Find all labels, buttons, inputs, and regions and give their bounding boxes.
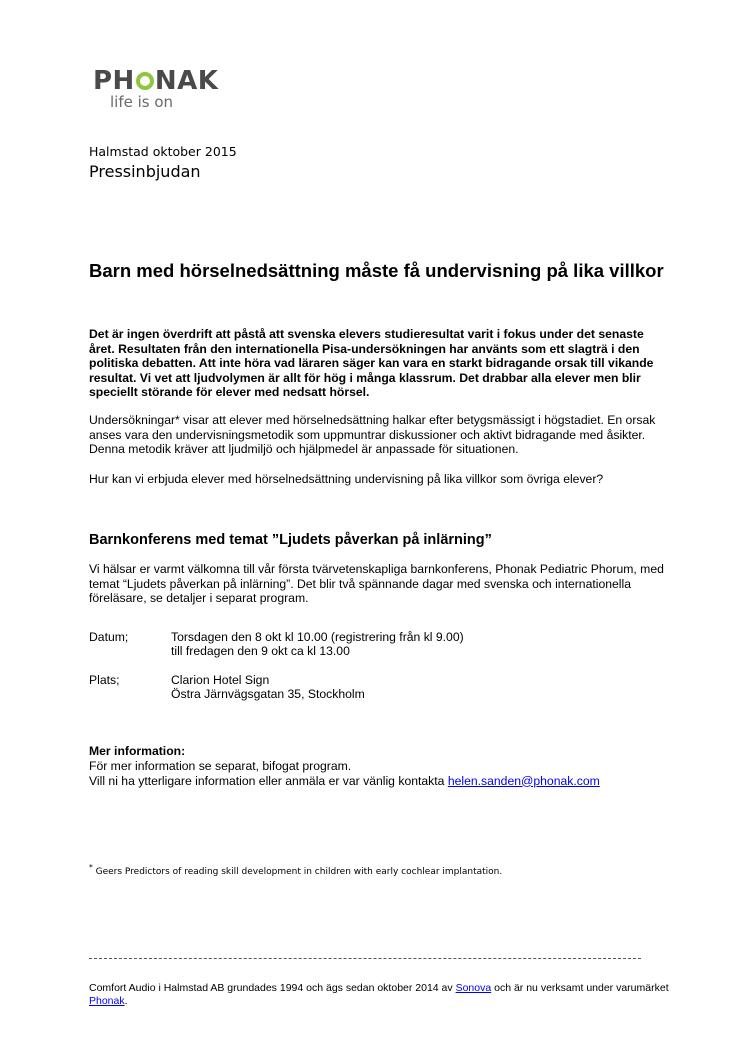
logo-tagline: life is on [110, 93, 174, 111]
footnote [89, 862, 502, 878]
document-type: Pressinbjudan [89, 162, 201, 181]
logo-word-end: NAK [154, 66, 219, 96]
date-line-1: Torsdagen den 8 okt kl 10.00 (registrering från kl 9.00) [171, 630, 464, 644]
more-info-line-2 [89, 774, 689, 789]
lead-paragraph: Det är ingen överdrift att påstå att svenska elevers studieresultat varit i fokus under det senaste året. Resultaten från den internationella Pisa-undersökningen har använts som ett slagträ i den politiska debatten. Att inte höra vad läraren säger kan vara en starkt bidragande orsak till vikande resultat. Vi vet att ljudvolymen är allt för hög i många klassrum. Det drabbar alla elever men blir speciellt störande för elever med nedsatt hörsel. [89, 327, 654, 399]
place-line-1: Clarion Hotel Sign [171, 673, 270, 687]
sonova-link[interactable]: Sonova [455, 982, 492, 994]
place-label: Plats; [89, 673, 120, 687]
date-label: Datum; [89, 630, 129, 644]
more-info-title: Mer information: [89, 744, 186, 758]
footnote-marker: * [89, 863, 93, 872]
logo-ring-icon [136, 72, 154, 90]
subheading: Barnkonferens med temat ”Ljudets påverkan på inlärning” [89, 532, 492, 548]
date-line-2: till fredagen den 9 okt ca kl 13.00 [171, 644, 350, 658]
body-paragraph-1: Undersökningar* visar att elever med hörselnedsättning halkar efter betygsmässigt i högstadiet. En orsak anses vara den undervisningsmetodik som uppmuntrar diskussioner och aktivt bidragande med åsikter. Denna metodik kräver att ljudmiljö och hjälpmedel är anpassade för situationen. [89, 413, 656, 456]
dateline: Halmstad oktober 2015 [89, 144, 237, 159]
more-info-line-1: För mer information se separat, bifogat program. [89, 759, 352, 773]
footer-text [89, 982, 669, 1008]
phonak-logo [93, 66, 218, 96]
place-line-2: Östra Järnvägsgatan 35, Stockholm [171, 687, 365, 701]
contact-email-link[interactable]: helen.sanden@phonak.com [447, 773, 600, 788]
footer-text-start: Comfort Audio i Halmstad AB grundades 1994 och ägs sedan oktober 2014 av [89, 982, 456, 994]
footnote-text: Geers Predictors of reading skill development in children with early cochlear implantation. [92, 867, 503, 877]
more-info-line-2-text: Vill ni ha ytterligare information eller anmäla er var vänlig kontakta [89, 773, 448, 788]
logo-word-start: PH [93, 66, 135, 96]
body-paragraph-2: Hur kan vi erbjuda elever med hörselnedsättning undervisning på lika villkor som övriga elever? [89, 472, 604, 486]
more-info-body [89, 759, 689, 788]
headline: Barn med hörselnedsättning måste få undervisning på lika villkor [89, 260, 664, 281]
body-paragraph-3: Vi hälsar er varmt välkomna till vår första tvärvetenskapliga barnkonferens, Phonak Pediatric Phorum, med temat “Ljudets påverkan på inlärning”. Det blir två spännande dagar med svenska och internationella föreläsare, se detaljer i separat program. [89, 562, 664, 605]
phonak-link[interactable]: Phonak [89, 995, 125, 1007]
footer-text-end: . [124, 995, 128, 1007]
footer-text-middle: och är nu verksamt under varumärket [491, 982, 669, 994]
footer-divider [89, 958, 641, 959]
